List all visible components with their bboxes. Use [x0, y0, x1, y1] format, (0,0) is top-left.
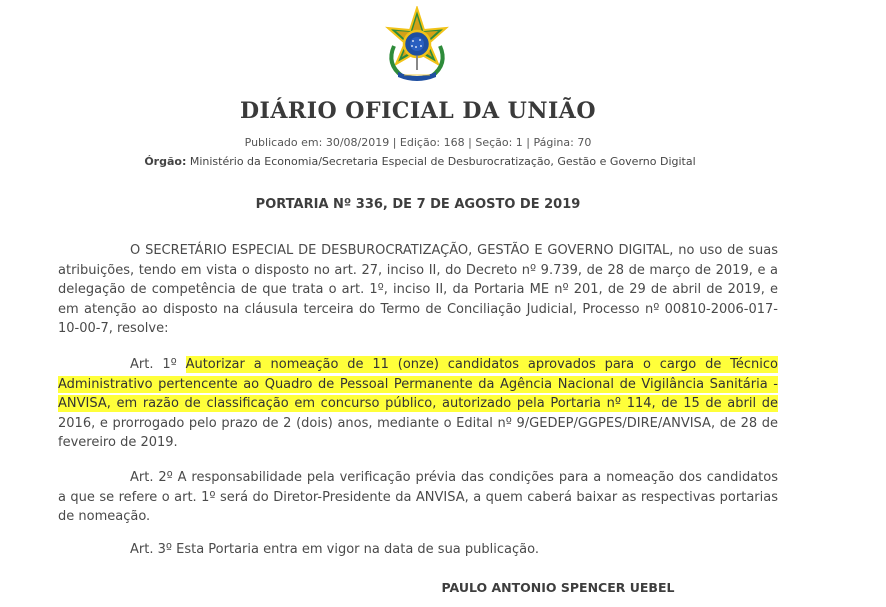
article-1-label: Art. 1º: [130, 357, 186, 372]
article-1-rest: 2016, e prorrogado pelo prazo de 2 (dois) anos, mediante o Edital nº 9/GEDEP/GGPES/DIRE/ANVISA, de 28 de fevereiro de 2019.: [58, 415, 778, 450]
signer-name: PAULO ANTONIO SPENCER UEBEL: [441, 580, 675, 595]
highlighted-text: Autorizar a nomeação de 11 (onze) candidatos aprovados para o cargo de Técnico Administrativo pertencente ao Quadro de Pessoal Permanente da Agência Nacional de Vigilância Sanitária - ANVISA, em razão de classificação em concurso público, autorizado pela Portaria nº 114, de 15 de abril de: [58, 357, 778, 411]
orgao-line: [0, 155, 840, 168]
orgao-label: Órgão:: [144, 155, 187, 168]
publication-info: Publicado em: 30/08/2019 | Edição: 168 | Seção: 1 | Página: 70: [244, 136, 592, 149]
preamble-paragraph: O SECRETÁRIO ESPECIAL DE DESBUROCRATIZAÇÃO, GESTÃO E GOVERNO DIGITAL, no uso de suas atribuições, tendo em vista o disposto no art. 27, inciso II, do Decreto nº 9.739, de 28 de março de 2019, e a delegação de competência de que trata o art. 1º, inciso II, da Portaria ME nº 201, de 29 de abril de 2019, e em atenção ao disposto na cláusula terceira do Termo de Conciliação Judicial, Processo nº 00810-2006-017-10-00-7, resolve:: [58, 243, 778, 336]
article-3-paragraph: Art. 3º Esta Portaria entra em vigor na data de sua publicação.: [130, 542, 539, 557]
gazette-title: DIÁRIO OFICIAL DA UNIÃO: [239, 98, 597, 124]
portaria-title: PORTARIA Nº 336, DE 7 DE AGOSTO DE 2019: [255, 197, 581, 212]
orgao-value: Ministério da Economia/Secretaria Especial de Desburocratização, Gestão e Governo Digital: [189, 155, 696, 168]
brazil-coat-of-arms-icon: [380, 6, 454, 84]
article-2-paragraph: Art. 2º A responsabilidade pela verificação prévia das condições para a nomeação dos candidatos a que se refere o art. 1º será do Diretor-Presidente da ANVISA, a quem caberá baixar as respectivas portarias de nomeação.: [58, 470, 778, 524]
article-1-paragraph: [58, 355, 778, 453]
